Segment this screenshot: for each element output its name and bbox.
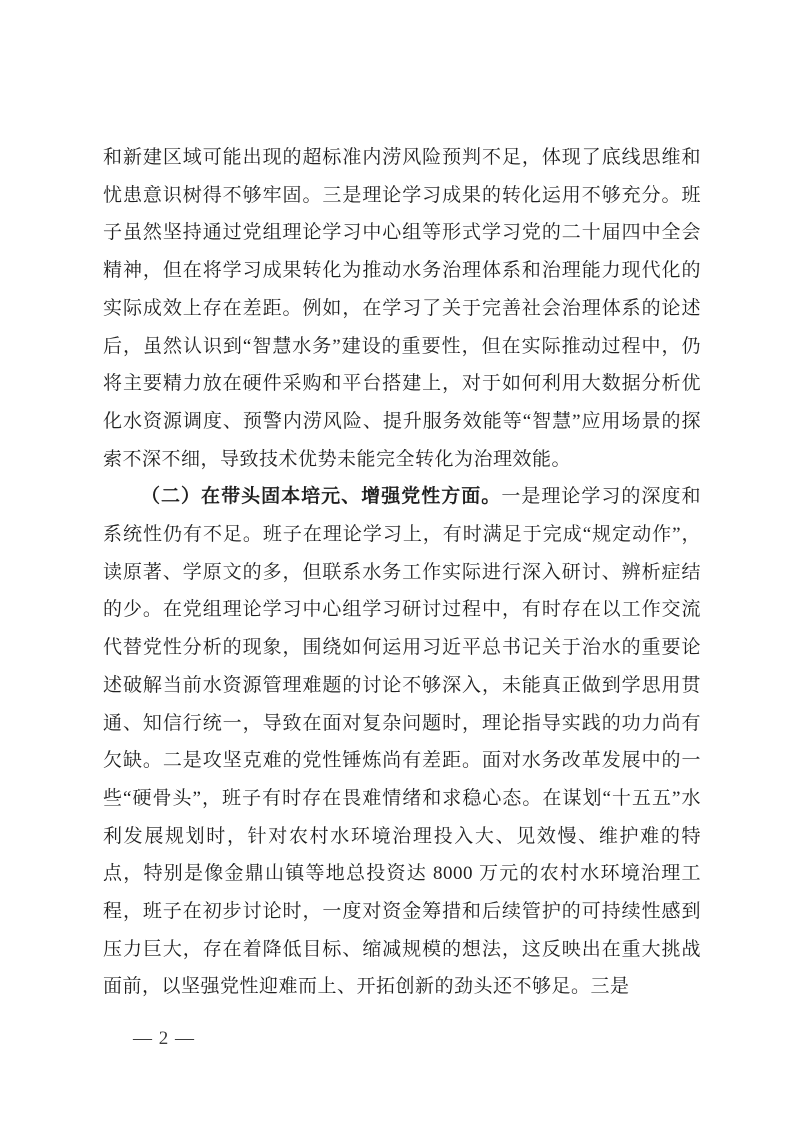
paragraph-continuation — [103, 139, 701, 478]
paragraph-continuation-text: 和新建区域可能出现的超标准内涝风险预判不足，体现了底线思维和忧患意识树得不够牢固。三是理论学习成果的转化运用不够充分。班子虽然坚持通过党组理论学习中心组等形式学习党的二十届四中全会精神，但在将学习成果转化为推动水务治理体系和治理能力现代化的实际成效上存在差距。例如，在学习了关于完善社会治理体系的论述后，虽然认识到“智慧水务”建设的重要性，但在实际推动过程中，仍将主要精力放在硬件采购和平台搭建上，对于如何利用大数据分析优化水资源调度、预警内涝风险、提升服务效能等“智慧”应用场景的探索不深不细，导致技术优势未能完全转化为治理效能。 — [103, 147, 701, 470]
section-two-body-text: 一是理论学习的深度和系统性仍有不足。班子在理论学习上，有时满足于完成“规定动作”，读原著、学原文的多，但联系水务工作实际进行深入研讨、辨析症结的少。在党组理论学习中心组学习研讨过程中，有时存在以工作交流代替党性分析的现象，围绕如何运用习近平总书记关于治水的重要论述破解当前水资源管理难题的讨论不够深入，未能真正做到学思用贯通、知信行统一，导致在面对复杂问题时，理论指导实践的功力尚有欠缺。二是攻坚克难的党性锤炼尚有差距。面对水务改革发展中的一些“硬骨头”，班子有时存在畏难情绪和求稳心态。在谋划“十五五”水利发展规划时，针对农村水环境治理投入大、见效慢、维护难的特点，特别是像金鼎山镇等地总投资达 8000 万元的农村水环境治理工程，班子在初步讨论时，一度对资金筹措和后续管护的可持续性感到压力巨大，存在着降低目标、缩减规模的想法，这反映出在重大挑战面前，以坚强党性迎难而上、开拓创新的劲头还不够足。三是 — [103, 486, 701, 998]
section-two-heading: （二）在带头固本培元、增强党性方面。 — [141, 486, 502, 508]
paragraph-section-two — [103, 478, 701, 1006]
document-body — [103, 139, 701, 1006]
page-number: — 2 — — [133, 1028, 195, 1049]
